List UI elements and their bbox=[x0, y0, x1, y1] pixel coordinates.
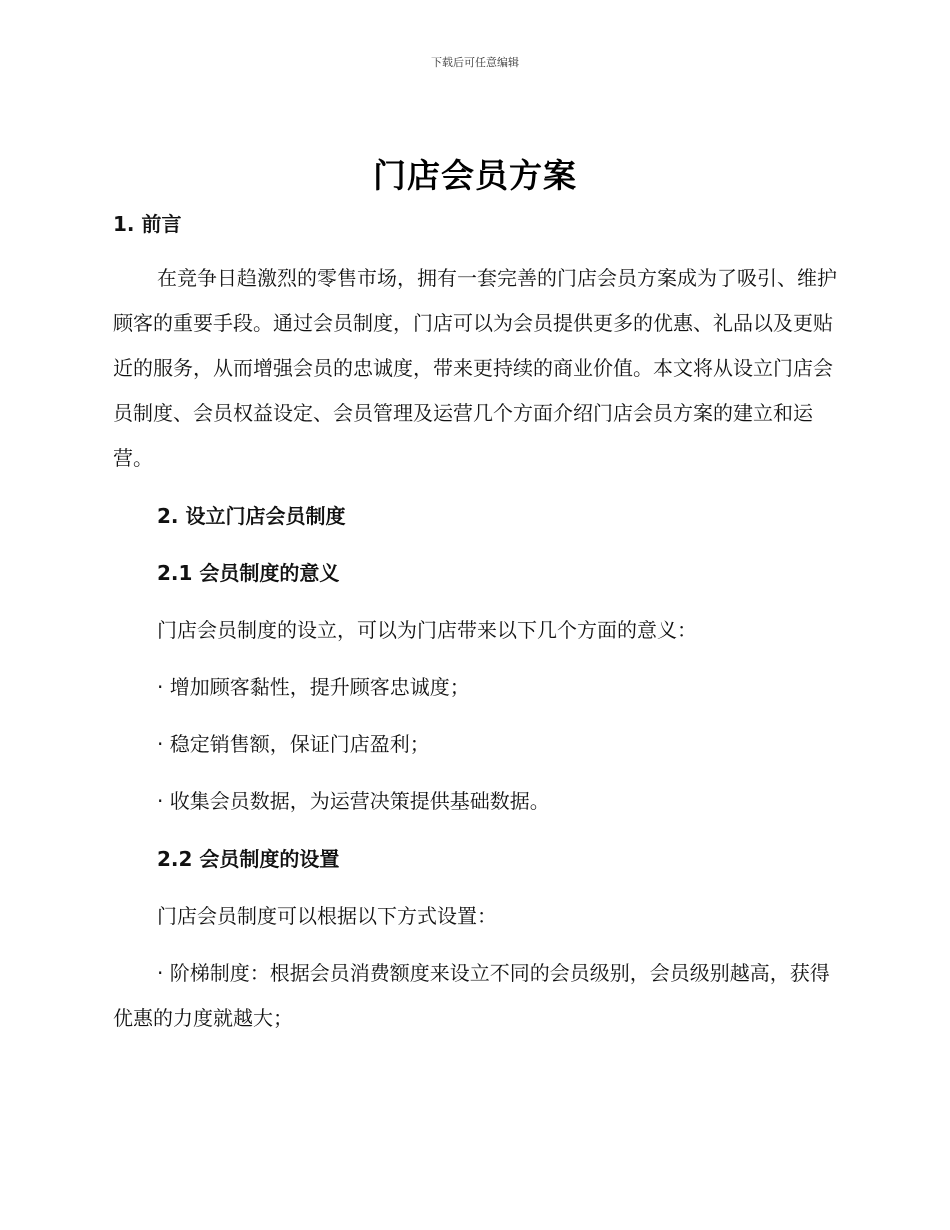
bullet-item: · 稳定销售额，保证门店盈利； bbox=[157, 732, 430, 756]
section-1-paragraph: 在竞争日趋激烈的零售市场，拥有一套完善的门店会员方案成为了吸引、维护顾客的重要手段。通过会员制度，门店可以为会员提供更多的优惠、礼品以及更贴近的服务，从而增强会员的忠诚度，带来更持续的商业价值。本文将从设立门店会员制度、会员权益设定、会员管理及运营几个方面介绍门店会员方案的建立和运营。 bbox=[113, 266, 837, 470]
document-title: 门店会员方案 bbox=[373, 156, 577, 195]
section-2-2-intro: 门店会员制度可以根据以下方式设置： bbox=[157, 904, 497, 928]
bullet-item: · 阶梯制度：根据会员消费额度来设立不同的会员级别，会员级别越高，获得优惠的力度就越大； bbox=[113, 961, 830, 1030]
bullet-item: · 增加顾客黏性，提升顾客忠诚度； bbox=[157, 675, 470, 699]
section-2-heading: 2. 设立门店会员制度 bbox=[157, 504, 346, 528]
section-2-1-intro: 门店会员制度的设立，可以为门店带来以下几个方面的意义： bbox=[157, 618, 697, 642]
section-1-heading: 1. 前言 bbox=[113, 212, 182, 236]
page-header-note: 下载后可任意编辑 bbox=[431, 56, 519, 69]
section-2-1-heading: 2.1 会员制度的意义 bbox=[157, 561, 340, 585]
bullet-item: · 收集会员数据，为运营决策提供基础数据。 bbox=[157, 789, 550, 813]
section-2-2-heading: 2.2 会员制度的设置 bbox=[157, 847, 340, 871]
